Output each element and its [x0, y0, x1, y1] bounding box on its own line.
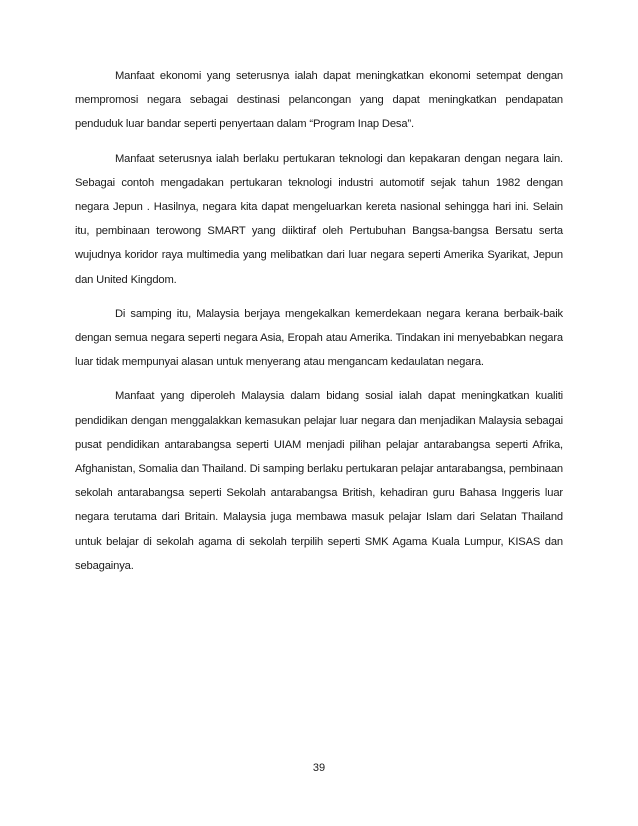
paragraph-technology-exchange: Manfaat seterusnya ialah berlaku pertukaran teknologi dan kepakaran dengan negara lain. Sebagai contoh mengadakan pertukaran teknologi industri automotif sejak tahun 1982 dengan negara Jepun . Hasilnya, negara kita dapat mengeluarkan kereta nasional sehingga hari ini. Selain itu, pembinaan terowong SMART yang diiktiraf oleh Pertubuhan Bangsa-bangsa Bersatu serta wujudnya koridor raya multimedia yang melibatkan dari luar negara seperti Amerika Syarikat, Jepun dan United Kingdom. [75, 152, 563, 286]
paragraph-independence: Di samping itu, Malaysia berjaya mengekalkan kemerdekaan negara kerana berbaik-baik dengan semua negara seperti negara Asia, Eropah atau Amerika. Tindakan ini menyebabkan negara luar tidak mempunyai alasan untuk menyerang atau mengancam kedaulatan negara. [75, 307, 563, 369]
document-body [75, 64, 563, 588]
paragraph-economic-benefit: Manfaat ekonomi yang seterusnya ialah dapat meningkatkan ekonomi setempat dengan mempromosi negara sebagai destinasi pelancongan yang dapat meningkatkan pendapatan penduduk luar bandar seperti penyertaan dalam “Program Inap Desa”. [75, 70, 563, 131]
page-number: 39 [312, 762, 326, 774]
paragraph-social-education: Manfaat yang diperoleh Malaysia dalam bidang sosial ialah dapat meningkatkan kualiti pendidikan dengan menggalakkan kemasukan pelajar luar negara dan menjadikan Malaysia sebagai pusat pendidikan antarabangsa seperti UIAM menjadi pilihan pelajar antarabangsa seperti Afrika, Afghanistan, Somalia dan Thailand. Di samping berlaku pertukaran pelajar antarabangsa, pembinaan sekolah antarabangsa seperti Sekolah antarabangsa British, kehadiran guru Bahasa Inggeris luar negara terutama dari Britain. Malaysia juga membawa masuk pelajar Islam dari Selatan Thailand untuk belajar di sekolah agama di sekolah terpilih seperti SMK Agama Kuala Lumpur, KISAS dan sebagainya. [75, 390, 563, 572]
